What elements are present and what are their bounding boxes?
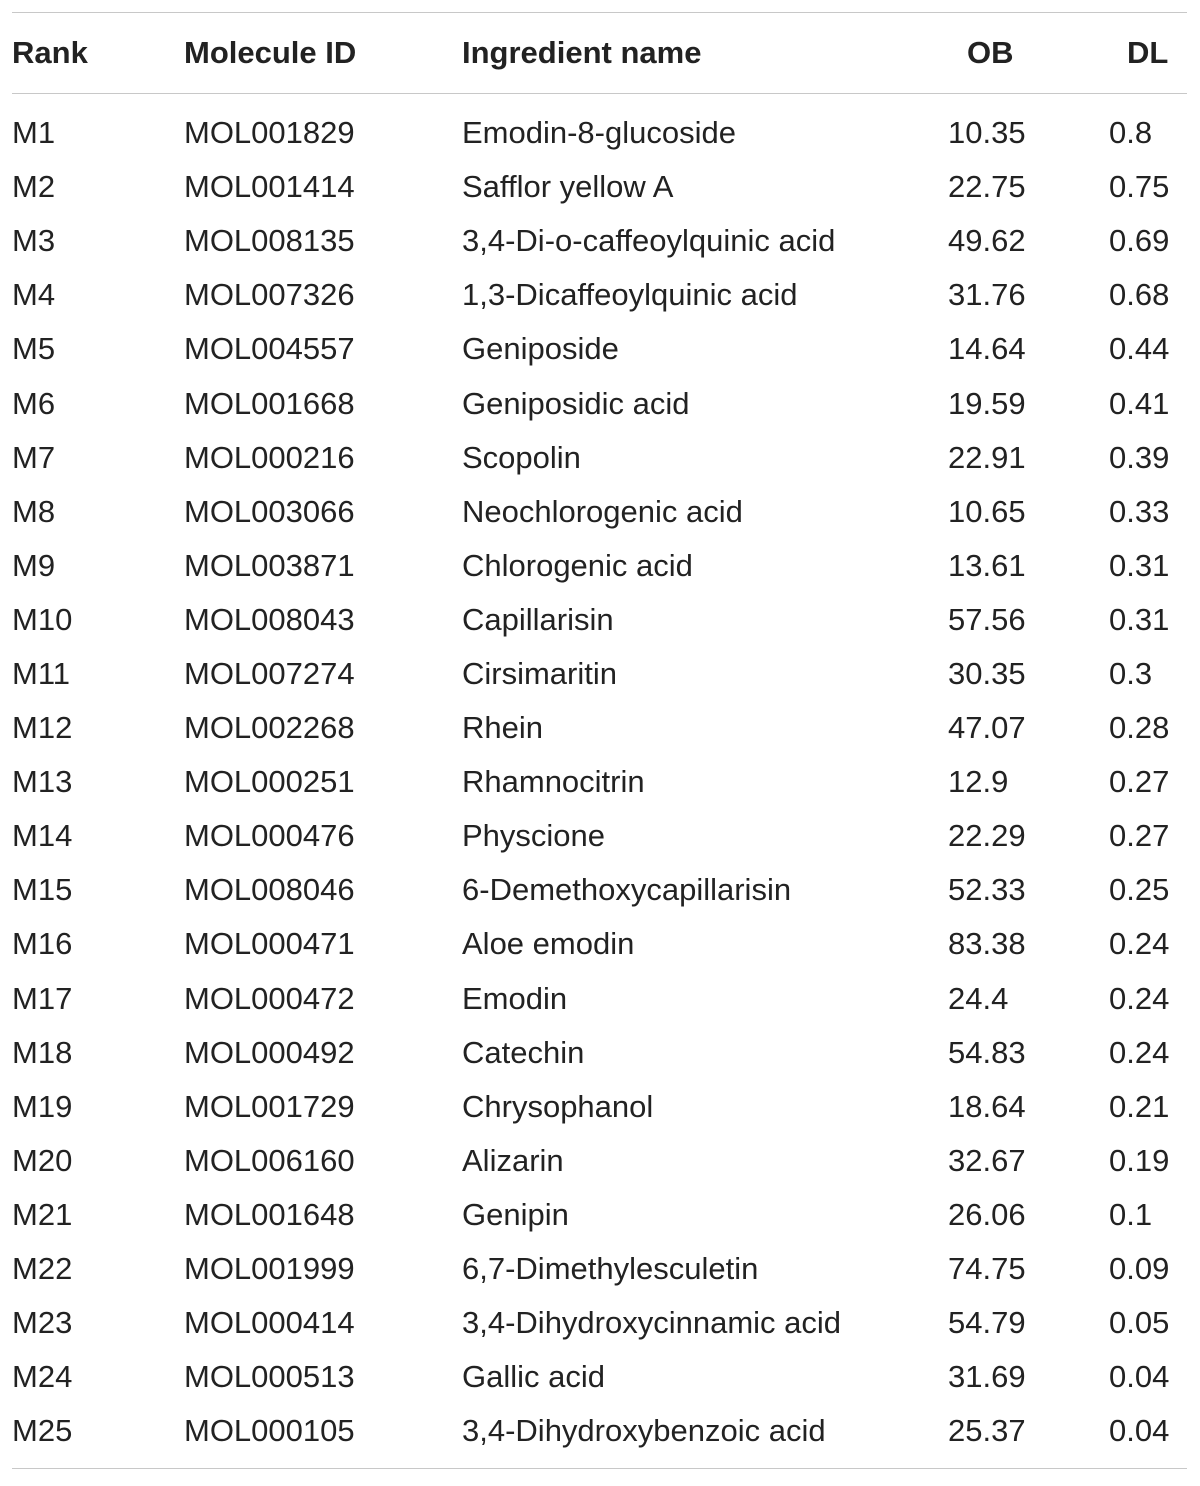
header-rank: Rank <box>12 35 88 70</box>
cell-ob: 13.61 <box>948 547 1026 583</box>
cell-ingredient-name: Physcione <box>462 818 606 854</box>
cell-ob: 83.38 <box>948 926 1026 962</box>
table-row <box>12 809 1187 863</box>
ingredient-table <box>12 12 1187 1469</box>
cell-molecule-id: MOL001729 <box>184 1088 355 1124</box>
cell-dl: 0.1 <box>1109 1196 1153 1232</box>
cell-molecule-id: MOL008046 <box>184 872 355 908</box>
header-ingredient-name: Ingredient name <box>462 35 702 70</box>
cell-molecule-id: MOL001648 <box>184 1196 355 1232</box>
cell-dl: 0.24 <box>1109 980 1170 1016</box>
cell-ingredient-name: 1,3-Dicaffeoylquinic acid <box>462 277 798 313</box>
cell-ob: 22.29 <box>948 818 1026 854</box>
cell-rank: M6 <box>12 385 56 421</box>
cell-rank: M23 <box>12 1305 73 1341</box>
table-row <box>12 863 1187 917</box>
cell-rank: M12 <box>12 710 73 746</box>
cell-ob: 26.06 <box>948 1196 1026 1232</box>
table-row <box>12 1242 1187 1296</box>
cell-dl: 0.41 <box>1109 385 1170 421</box>
cell-rank: M7 <box>12 439 56 475</box>
cell-molecule-id: MOL000492 <box>184 1034 355 1070</box>
cell-rank: M8 <box>12 493 56 529</box>
cell-dl: 0.24 <box>1109 926 1170 962</box>
cell-ingredient-name: 3,4-Dihydroxycinnamic acid <box>462 1305 842 1341</box>
cell-ingredient-name: Safflor yellow A <box>462 169 674 205</box>
table-row <box>12 647 1187 701</box>
table-row <box>12 1404 1187 1458</box>
cell-dl: 0.04 <box>1109 1413 1170 1449</box>
cell-ob: 52.33 <box>948 872 1026 908</box>
cell-dl: 0.31 <box>1109 601 1170 637</box>
cell-ingredient-name: Capillarisin <box>462 601 614 637</box>
cell-rank: M3 <box>12 223 56 259</box>
cell-ob: 31.69 <box>948 1359 1026 1395</box>
cell-dl: 0.39 <box>1109 439 1170 475</box>
cell-molecule-id: MOL007326 <box>184 277 355 313</box>
cell-molecule-id: MOL000105 <box>184 1413 355 1449</box>
cell-ingredient-name: 3,4-Di-o-caffeoylquinic acid <box>462 223 836 259</box>
cell-dl: 0.21 <box>1109 1088 1170 1124</box>
cell-molecule-id: MOL006160 <box>184 1142 355 1178</box>
cell-molecule-id: MOL002268 <box>184 710 355 746</box>
cell-ob: 32.67 <box>948 1142 1026 1178</box>
cell-ingredient-name: Chrysophanol <box>462 1088 654 1124</box>
table-row <box>12 972 1187 1026</box>
cell-ob: 18.64 <box>948 1088 1026 1124</box>
table-row <box>12 376 1187 430</box>
cell-ob: 47.07 <box>948 710 1026 746</box>
cell-ingredient-name: Neochlorogenic acid <box>462 493 743 529</box>
header-molecule-id: Molecule ID <box>184 35 357 70</box>
cell-ingredient-name: Rhamnocitrin <box>462 764 645 800</box>
table-row <box>12 1188 1187 1242</box>
cell-rank: M19 <box>12 1088 73 1124</box>
cell-ob: 49.62 <box>948 223 1026 259</box>
cell-rank: M22 <box>12 1251 73 1287</box>
cell-rank: M24 <box>12 1359 73 1395</box>
cell-rank: M16 <box>12 926 73 962</box>
cell-molecule-id: MOL001414 <box>184 169 355 205</box>
cell-dl: 0.25 <box>1109 872 1170 908</box>
cell-rank: M4 <box>12 277 56 313</box>
cell-ob: 30.35 <box>948 655 1026 691</box>
table-row <box>12 593 1187 647</box>
cell-molecule-id: MOL000513 <box>184 1359 355 1395</box>
bottom-rule <box>12 1468 1187 1469</box>
cell-dl: 0.28 <box>1109 710 1170 746</box>
cell-rank: M13 <box>12 764 73 800</box>
cell-rank: M9 <box>12 547 56 583</box>
cell-ob: 22.75 <box>948 169 1026 205</box>
cell-ob: 31.76 <box>948 277 1026 313</box>
cell-rank: M1 <box>12 115 56 151</box>
cell-molecule-id: MOL001668 <box>184 385 355 421</box>
cell-ob: 10.65 <box>948 493 1026 529</box>
table-row <box>12 701 1187 755</box>
cell-ob: 74.75 <box>948 1251 1026 1287</box>
cell-ingredient-name: Scopolin <box>462 439 581 475</box>
cell-ob: 57.56 <box>948 601 1026 637</box>
table-row <box>12 1134 1187 1188</box>
table-row <box>12 917 1187 971</box>
cell-rank: M5 <box>12 331 56 367</box>
cell-rank: M25 <box>12 1413 73 1449</box>
cell-molecule-id: MOL001999 <box>184 1251 355 1287</box>
cell-molecule-id: MOL008135 <box>184 223 355 259</box>
cell-dl: 0.68 <box>1109 277 1170 313</box>
cell-ingredient-name: Alizarin <box>462 1142 564 1178</box>
cell-ingredient-name: Aloe emodin <box>462 926 635 962</box>
cell-rank: M2 <box>12 169 56 205</box>
cell-rank: M18 <box>12 1034 73 1070</box>
cell-ob: 24.4 <box>948 980 1009 1016</box>
cell-molecule-id: MOL000471 <box>184 926 355 962</box>
cell-ob: 14.64 <box>948 331 1026 367</box>
cell-molecule-id: MOL008043 <box>184 601 355 637</box>
table-row <box>12 1296 1187 1350</box>
cell-ob: 54.79 <box>948 1305 1026 1341</box>
cell-molecule-id: MOL000251 <box>184 764 355 800</box>
cell-ingredient-name: Catechin <box>462 1034 585 1070</box>
cell-molecule-id: MOL000414 <box>184 1305 355 1341</box>
cell-dl: 0.27 <box>1109 818 1170 854</box>
cell-rank: M15 <box>12 872 73 908</box>
cell-ingredient-name: Gallic acid <box>462 1359 605 1395</box>
cell-molecule-id: MOL007274 <box>184 655 355 691</box>
table-header <box>12 13 1187 93</box>
cell-rank: M14 <box>12 818 73 854</box>
cell-ob: 19.59 <box>948 385 1026 421</box>
table-row <box>12 1080 1187 1134</box>
cell-ingredient-name: 6,7-Dimethylesculetin <box>462 1251 759 1287</box>
cell-molecule-id: MOL001829 <box>184 115 355 151</box>
cell-dl: 0.8 <box>1109 115 1153 151</box>
cell-ingredient-name: 3,4-Dihydroxybenzoic acid <box>462 1413 826 1449</box>
cell-ingredient-name: Rhein <box>462 710 543 746</box>
cell-rank: M10 <box>12 601 73 637</box>
cell-molecule-id: MOL000216 <box>184 439 355 475</box>
table-row <box>12 160 1187 214</box>
table-row <box>12 214 1187 268</box>
cell-molecule-id: MOL004557 <box>184 331 355 367</box>
cell-ob: 22.91 <box>948 439 1026 475</box>
cell-ingredient-name: 6-Demethoxycapillarisin <box>462 872 792 908</box>
table-row <box>12 1026 1187 1080</box>
cell-ob: 54.83 <box>948 1034 1026 1070</box>
table-row <box>12 1350 1187 1404</box>
cell-rank: M21 <box>12 1196 73 1232</box>
header-dl: DL <box>1127 35 1169 70</box>
cell-dl: 0.31 <box>1109 547 1170 583</box>
cell-dl: 0.27 <box>1109 764 1170 800</box>
table-row <box>12 431 1187 485</box>
cell-dl: 0.19 <box>1109 1142 1170 1178</box>
table-row <box>12 539 1187 593</box>
cell-ingredient-name: Cirsimaritin <box>462 655 617 691</box>
table-row <box>12 485 1187 539</box>
cell-ob: 10.35 <box>948 115 1026 151</box>
table-row <box>12 322 1187 376</box>
cell-dl: 0.09 <box>1109 1251 1170 1287</box>
cell-ob: 25.37 <box>948 1413 1026 1449</box>
cell-dl: 0.05 <box>1109 1305 1170 1341</box>
table-row <box>12 755 1187 809</box>
cell-molecule-id: MOL003871 <box>184 547 355 583</box>
cell-molecule-id: MOL000476 <box>184 818 355 854</box>
cell-molecule-id: MOL000472 <box>184 980 355 1016</box>
table-row <box>12 106 1187 160</box>
cell-dl: 0.3 <box>1109 655 1153 691</box>
header-ob: OB <box>967 35 1014 70</box>
table-row <box>12 268 1187 322</box>
cell-rank: M11 <box>12 655 71 691</box>
cell-rank: M20 <box>12 1142 73 1178</box>
cell-dl: 0.69 <box>1109 223 1170 259</box>
cell-ob: 12.9 <box>948 764 1009 800</box>
cell-dl: 0.04 <box>1109 1359 1170 1395</box>
table-body <box>12 94 1187 1468</box>
cell-dl: 0.33 <box>1109 493 1170 529</box>
cell-ingredient-name: Emodin-8-glucoside <box>462 115 736 151</box>
cell-ingredient-name: Geniposide <box>462 331 619 367</box>
cell-ingredient-name: Chlorogenic acid <box>462 547 693 583</box>
cell-dl: 0.75 <box>1109 169 1170 205</box>
cell-rank: M17 <box>12 980 73 1016</box>
cell-dl: 0.44 <box>1109 331 1170 367</box>
cell-ingredient-name: Genipin <box>462 1196 569 1232</box>
cell-ingredient-name: Emodin <box>462 980 568 1016</box>
cell-molecule-id: MOL003066 <box>184 493 355 529</box>
cell-dl: 0.24 <box>1109 1034 1170 1070</box>
cell-ingredient-name: Geniposidic acid <box>462 385 690 421</box>
